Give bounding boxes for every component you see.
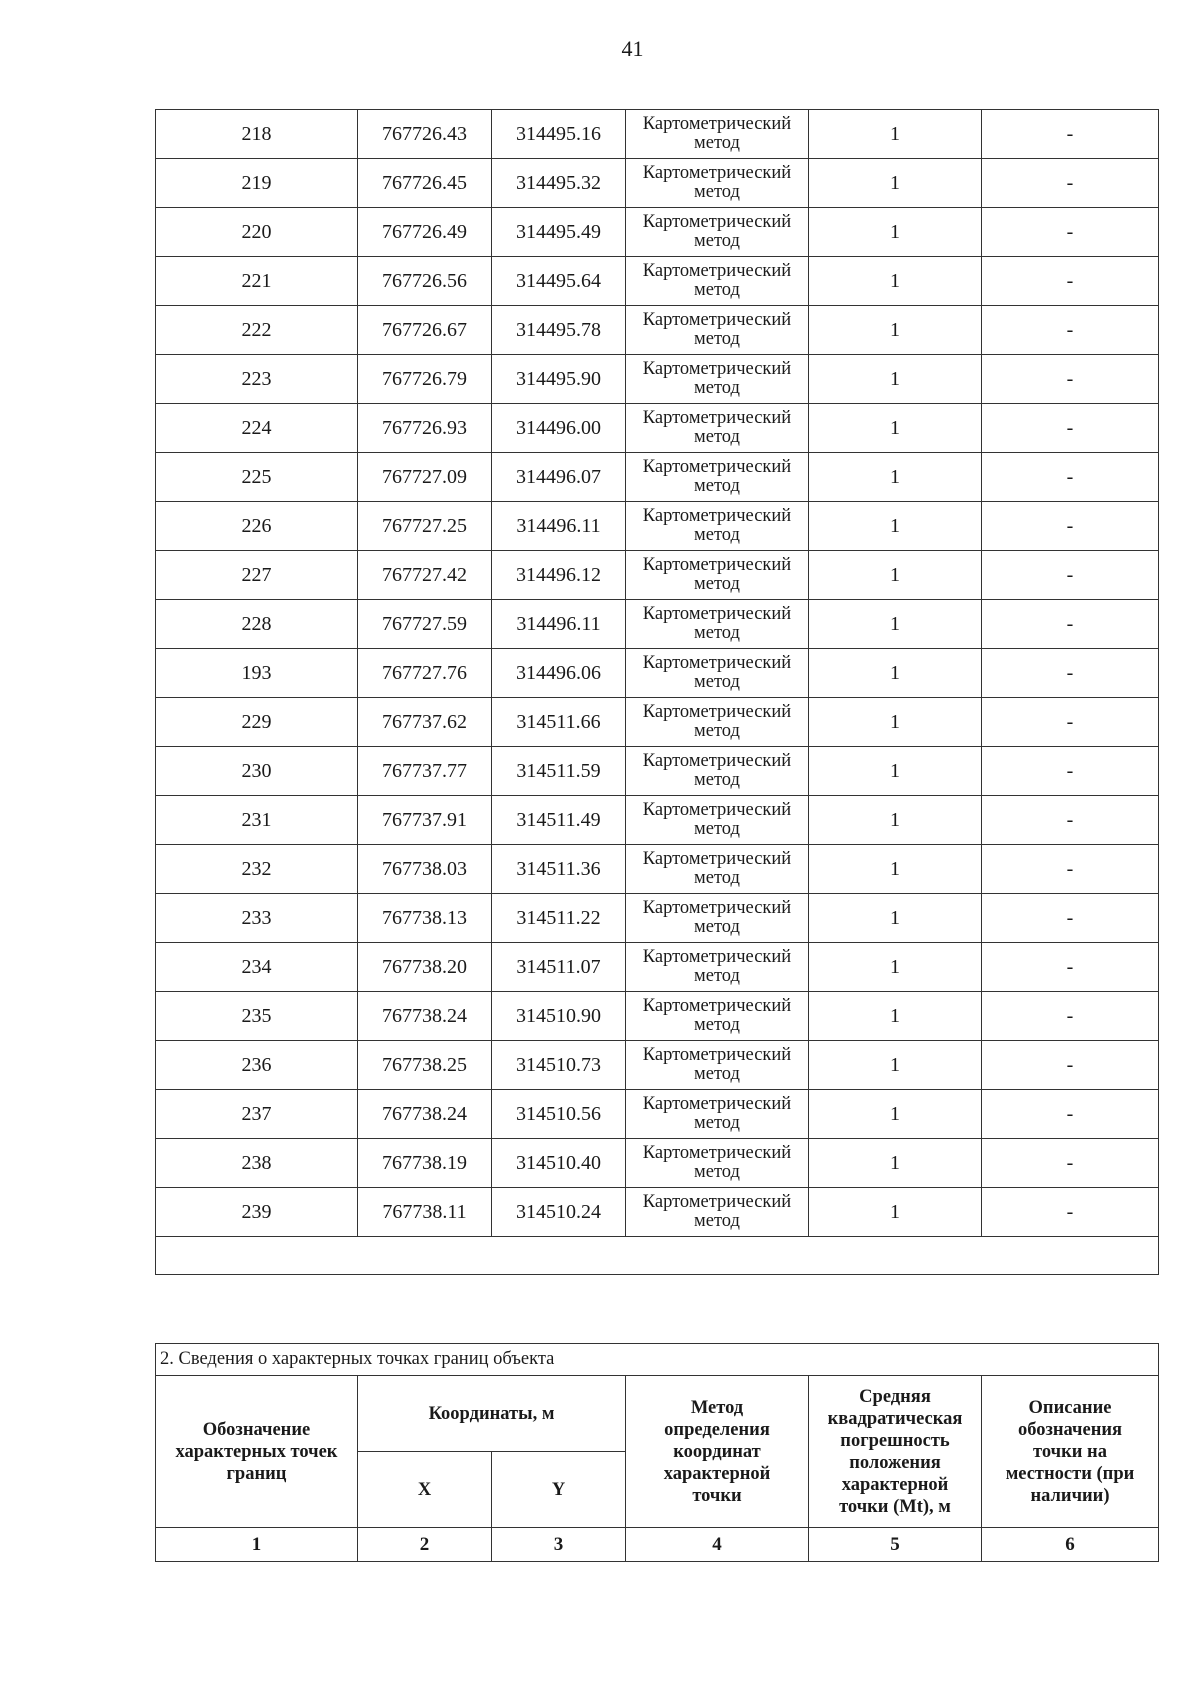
- header-line: Средняя: [859, 1386, 931, 1407]
- method-cell: [626, 992, 809, 1041]
- description-cell: -: [982, 600, 1159, 649]
- method-line-1: Картометрический: [642, 261, 792, 281]
- header-line: обозначения: [1017, 1419, 1123, 1440]
- method-line-2: метод: [694, 623, 740, 643]
- header-line: квадратическая: [827, 1408, 963, 1429]
- mt-cell: 1: [809, 943, 982, 992]
- description-cell: -: [982, 796, 1159, 845]
- point-cell: 231: [156, 796, 358, 845]
- mt-cell: 1: [809, 796, 982, 845]
- method-cell: [626, 1090, 809, 1139]
- x-coordinate-cell: 767726.49: [358, 208, 492, 257]
- method-line-1: Картометрический: [642, 996, 792, 1016]
- point-cell: 238: [156, 1139, 358, 1188]
- description-cell: -: [982, 355, 1159, 404]
- description-cell: -: [982, 551, 1159, 600]
- header-line: положения: [849, 1452, 941, 1473]
- point-cell: 227: [156, 551, 358, 600]
- method-cell: [626, 747, 809, 796]
- empty-row: [156, 1237, 1159, 1275]
- header-y: Y: [492, 1452, 626, 1528]
- description-cell: -: [982, 943, 1159, 992]
- method-line-2: метод: [694, 672, 740, 692]
- table-row: [156, 110, 1159, 159]
- table-row: [156, 894, 1159, 943]
- y-coordinate-cell: 314510.40: [492, 1139, 626, 1188]
- method-cell: [626, 698, 809, 747]
- method-cell: [626, 159, 809, 208]
- point-cell: 225: [156, 453, 358, 502]
- method-line-1: Картометрический: [642, 751, 792, 771]
- description-cell: -: [982, 1139, 1159, 1188]
- method-line-1: Картометрический: [642, 702, 792, 722]
- table-row: [156, 159, 1159, 208]
- x-coordinate-cell: 767727.09: [358, 453, 492, 502]
- description-cell: -: [982, 649, 1159, 698]
- method-line-2: метод: [694, 525, 740, 545]
- method-line-2: метод: [694, 280, 740, 300]
- point-cell: 239: [156, 1188, 358, 1237]
- description-cell: -: [982, 110, 1159, 159]
- table-row: [156, 404, 1159, 453]
- x-coordinate-cell: 767727.25: [358, 502, 492, 551]
- method-line-2: метод: [694, 917, 740, 937]
- header-line: точки (Mt), м: [839, 1496, 951, 1517]
- method-cell: [626, 600, 809, 649]
- x-coordinate-cell: 767738.11: [358, 1188, 492, 1237]
- header-designation: [156, 1376, 358, 1528]
- method-line-1: Картометрический: [642, 114, 792, 134]
- method-line-1: Картометрический: [642, 800, 792, 820]
- header-line: наличии): [1030, 1485, 1110, 1506]
- point-cell: 230: [156, 747, 358, 796]
- table-row: [156, 208, 1159, 257]
- mt-cell: 1: [809, 600, 982, 649]
- method-cell: [626, 110, 809, 159]
- y-coordinate-cell: 314511.07: [492, 943, 626, 992]
- x-coordinate-cell: 767738.19: [358, 1139, 492, 1188]
- method-line-1: Картометрический: [642, 604, 792, 624]
- point-cell: 228: [156, 600, 358, 649]
- table-row: [156, 453, 1159, 502]
- method-line-2: метод: [694, 231, 740, 251]
- table-row: [156, 355, 1159, 404]
- method-line-1: Картометрический: [642, 1045, 792, 1065]
- x-coordinate-cell: 767737.91: [358, 796, 492, 845]
- header-x: X: [358, 1452, 492, 1528]
- description-cell: -: [982, 894, 1159, 943]
- header-line: координат: [673, 1441, 761, 1462]
- mt-cell: 1: [809, 110, 982, 159]
- table-row: [156, 796, 1159, 845]
- method-line-2: метод: [694, 182, 740, 202]
- method-cell: [626, 943, 809, 992]
- method-line-2: метод: [694, 1113, 740, 1133]
- method-line-1: Картометрический: [642, 408, 792, 428]
- x-coordinate-cell: 767727.76: [358, 649, 492, 698]
- method-cell: [626, 453, 809, 502]
- header-coordinates: Координаты, м: [358, 1376, 626, 1452]
- y-coordinate-cell: 314511.49: [492, 796, 626, 845]
- y-coordinate-cell: 314511.36: [492, 845, 626, 894]
- x-coordinate-cell: 767738.24: [358, 1090, 492, 1139]
- y-coordinate-cell: 314510.24: [492, 1188, 626, 1237]
- method-cell: [626, 845, 809, 894]
- x-coordinate-cell: 767738.24: [358, 992, 492, 1041]
- table-row: [156, 649, 1159, 698]
- header-line: Описание: [1028, 1397, 1112, 1418]
- description-cell: -: [982, 1188, 1159, 1237]
- section2-table: [155, 1343, 1159, 1562]
- method-cell: [626, 306, 809, 355]
- point-cell: 224: [156, 404, 358, 453]
- description-cell: -: [982, 1090, 1159, 1139]
- mt-cell: 1: [809, 208, 982, 257]
- column-number-1: 1: [156, 1528, 358, 1562]
- y-coordinate-cell: 314510.90: [492, 992, 626, 1041]
- method-cell: [626, 796, 809, 845]
- method-line-1: Картометрический: [642, 849, 792, 869]
- method-cell: [626, 1139, 809, 1188]
- method-cell: [626, 404, 809, 453]
- header-error: [809, 1376, 982, 1528]
- header-line: местности (при: [1005, 1463, 1135, 1484]
- section2-caption: 2. Сведения о характерных точках границ объекта: [156, 1344, 1159, 1376]
- x-coordinate-cell: 767727.59: [358, 600, 492, 649]
- method-line-2: метод: [694, 770, 740, 790]
- header-line: характерной: [663, 1463, 771, 1484]
- method-cell: [626, 1188, 809, 1237]
- description-cell: -: [982, 992, 1159, 1041]
- method-line-2: метод: [694, 721, 740, 741]
- point-cell: 232: [156, 845, 358, 894]
- x-coordinate-cell: 767738.25: [358, 1041, 492, 1090]
- header-line: характерной: [841, 1474, 949, 1495]
- method-line-1: Картометрический: [642, 1143, 792, 1163]
- point-cell: 237: [156, 1090, 358, 1139]
- x-coordinate-cell: 767738.13: [358, 894, 492, 943]
- x-coordinate-cell: 767737.62: [358, 698, 492, 747]
- point-cell: 193: [156, 649, 358, 698]
- y-coordinate-cell: 314496.11: [492, 502, 626, 551]
- method-cell: [626, 1041, 809, 1090]
- x-coordinate-cell: 767726.67: [358, 306, 492, 355]
- method-line-2: метод: [694, 476, 740, 496]
- table-row: [156, 1041, 1159, 1090]
- point-cell: 219: [156, 159, 358, 208]
- point-cell: 235: [156, 992, 358, 1041]
- method-line-2: метод: [694, 329, 740, 349]
- table-row: [156, 1139, 1159, 1188]
- method-line-1: Картометрический: [642, 212, 792, 232]
- method-cell: [626, 894, 809, 943]
- method-line-1: Картометрический: [642, 1094, 792, 1114]
- table-row: [156, 698, 1159, 747]
- method-cell: [626, 355, 809, 404]
- header-line: Обозначение: [202, 1419, 311, 1440]
- method-cell: [626, 208, 809, 257]
- method-line-1: Картометрический: [642, 310, 792, 330]
- x-coordinate-cell: 767726.45: [358, 159, 492, 208]
- y-coordinate-cell: 314496.07: [492, 453, 626, 502]
- y-coordinate-cell: 314495.16: [492, 110, 626, 159]
- method-line-2: метод: [694, 1064, 740, 1084]
- mt-cell: 1: [809, 257, 982, 306]
- method-line-1: Картометрический: [642, 359, 792, 379]
- description-cell: -: [982, 306, 1159, 355]
- method-line-2: метод: [694, 133, 740, 153]
- column-number-5: 5: [809, 1528, 982, 1562]
- mt-cell: 1: [809, 698, 982, 747]
- method-line-2: метод: [694, 1211, 740, 1231]
- method-line-1: Картометрический: [642, 947, 792, 967]
- mt-cell: 1: [809, 159, 982, 208]
- header-method: [626, 1376, 809, 1528]
- method-line-1: Картометрический: [642, 1192, 792, 1212]
- table-row: [156, 845, 1159, 894]
- column-number-2: 2: [358, 1528, 492, 1562]
- method-line-2: метод: [694, 1162, 740, 1182]
- y-coordinate-cell: 314495.90: [492, 355, 626, 404]
- mt-cell: 1: [809, 747, 982, 796]
- mt-cell: 1: [809, 1041, 982, 1090]
- method-line-1: Картометрический: [642, 163, 792, 183]
- table-row: [156, 1090, 1159, 1139]
- mt-cell: 1: [809, 845, 982, 894]
- table-row: [156, 306, 1159, 355]
- y-coordinate-cell: 314495.32: [492, 159, 626, 208]
- description-cell: -: [982, 453, 1159, 502]
- y-coordinate-cell: 314511.59: [492, 747, 626, 796]
- description-cell: -: [982, 404, 1159, 453]
- method-cell: [626, 551, 809, 600]
- header-line: точки: [692, 1485, 742, 1506]
- y-coordinate-cell: 314511.66: [492, 698, 626, 747]
- mt-cell: 1: [809, 1090, 982, 1139]
- header-line: границ: [226, 1463, 287, 1484]
- description-cell: -: [982, 502, 1159, 551]
- method-cell: [626, 502, 809, 551]
- mt-cell: 1: [809, 649, 982, 698]
- description-cell: -: [982, 698, 1159, 747]
- header-line: определения: [664, 1419, 770, 1440]
- point-cell: 234: [156, 943, 358, 992]
- mt-cell: 1: [809, 404, 982, 453]
- point-cell: 223: [156, 355, 358, 404]
- column-number-6: 6: [982, 1528, 1159, 1562]
- point-cell: 220: [156, 208, 358, 257]
- empty-cell: [156, 1237, 1159, 1275]
- header-description: [982, 1376, 1159, 1528]
- table-row: [156, 600, 1159, 649]
- method-line-1: Картометрический: [642, 506, 792, 526]
- table-row: [156, 747, 1159, 796]
- table-row: [156, 992, 1159, 1041]
- point-cell: 222: [156, 306, 358, 355]
- mt-cell: 1: [809, 551, 982, 600]
- mt-cell: 1: [809, 453, 982, 502]
- mt-cell: 1: [809, 306, 982, 355]
- mt-cell: 1: [809, 355, 982, 404]
- x-coordinate-cell: 767738.20: [358, 943, 492, 992]
- point-cell: 218: [156, 110, 358, 159]
- method-line-2: метод: [694, 966, 740, 986]
- table-row: [156, 943, 1159, 992]
- mt-cell: 1: [809, 1139, 982, 1188]
- mt-cell: 1: [809, 894, 982, 943]
- method-line-2: метод: [694, 868, 740, 888]
- point-cell: 236: [156, 1041, 358, 1090]
- column-number-3: 3: [492, 1528, 626, 1562]
- y-coordinate-cell: 314495.49: [492, 208, 626, 257]
- method-line-2: метод: [694, 427, 740, 447]
- description-cell: -: [982, 159, 1159, 208]
- table-row: [156, 257, 1159, 306]
- header-line: характерных точек: [175, 1441, 338, 1462]
- method-line-2: метод: [694, 1015, 740, 1035]
- column-number-4: 4: [626, 1528, 809, 1562]
- header-line: точки на: [1033, 1441, 1107, 1462]
- x-coordinate-cell: 767726.93: [358, 404, 492, 453]
- header-line: Метод: [690, 1397, 744, 1418]
- y-coordinate-cell: 314496.11: [492, 600, 626, 649]
- table-row: [156, 502, 1159, 551]
- method-line-2: метод: [694, 819, 740, 839]
- table-row: [156, 551, 1159, 600]
- method-line-1: Картометрический: [642, 457, 792, 477]
- method-line-2: метод: [694, 574, 740, 594]
- description-cell: -: [982, 208, 1159, 257]
- method-line-1: Картометрический: [642, 653, 792, 673]
- x-coordinate-cell: 767727.42: [358, 551, 492, 600]
- y-coordinate-cell: 314496.06: [492, 649, 626, 698]
- y-coordinate-cell: 314495.78: [492, 306, 626, 355]
- mt-cell: 1: [809, 992, 982, 1041]
- method-line-2: метод: [694, 378, 740, 398]
- x-coordinate-cell: 767737.77: [358, 747, 492, 796]
- x-coordinate-cell: 767726.79: [358, 355, 492, 404]
- x-coordinate-cell: 767726.43: [358, 110, 492, 159]
- mt-cell: 1: [809, 502, 982, 551]
- method-line-1: Картометрический: [642, 898, 792, 918]
- header-line: погрешность: [840, 1430, 950, 1451]
- description-cell: -: [982, 257, 1159, 306]
- y-coordinate-cell: 314496.00: [492, 404, 626, 453]
- method-cell: [626, 649, 809, 698]
- y-coordinate-cell: 314510.73: [492, 1041, 626, 1090]
- point-cell: 233: [156, 894, 358, 943]
- point-cell: 226: [156, 502, 358, 551]
- point-cell: 229: [156, 698, 358, 747]
- table-row: [156, 1188, 1159, 1237]
- y-coordinate-cell: 314510.56: [492, 1090, 626, 1139]
- y-coordinate-cell: 314496.12: [492, 551, 626, 600]
- y-coordinate-cell: 314495.64: [492, 257, 626, 306]
- x-coordinate-cell: 767726.56: [358, 257, 492, 306]
- description-cell: -: [982, 845, 1159, 894]
- description-cell: -: [982, 747, 1159, 796]
- y-coordinate-cell: 314511.22: [492, 894, 626, 943]
- description-cell: -: [982, 1041, 1159, 1090]
- method-line-1: Картометрический: [642, 555, 792, 575]
- point-cell: 221: [156, 257, 358, 306]
- mt-cell: 1: [809, 1188, 982, 1237]
- x-coordinate-cell: 767738.03: [358, 845, 492, 894]
- coordinates-table-continued: [155, 109, 1159, 1275]
- method-cell: [626, 257, 809, 306]
- page-number: 41: [621, 36, 644, 61]
